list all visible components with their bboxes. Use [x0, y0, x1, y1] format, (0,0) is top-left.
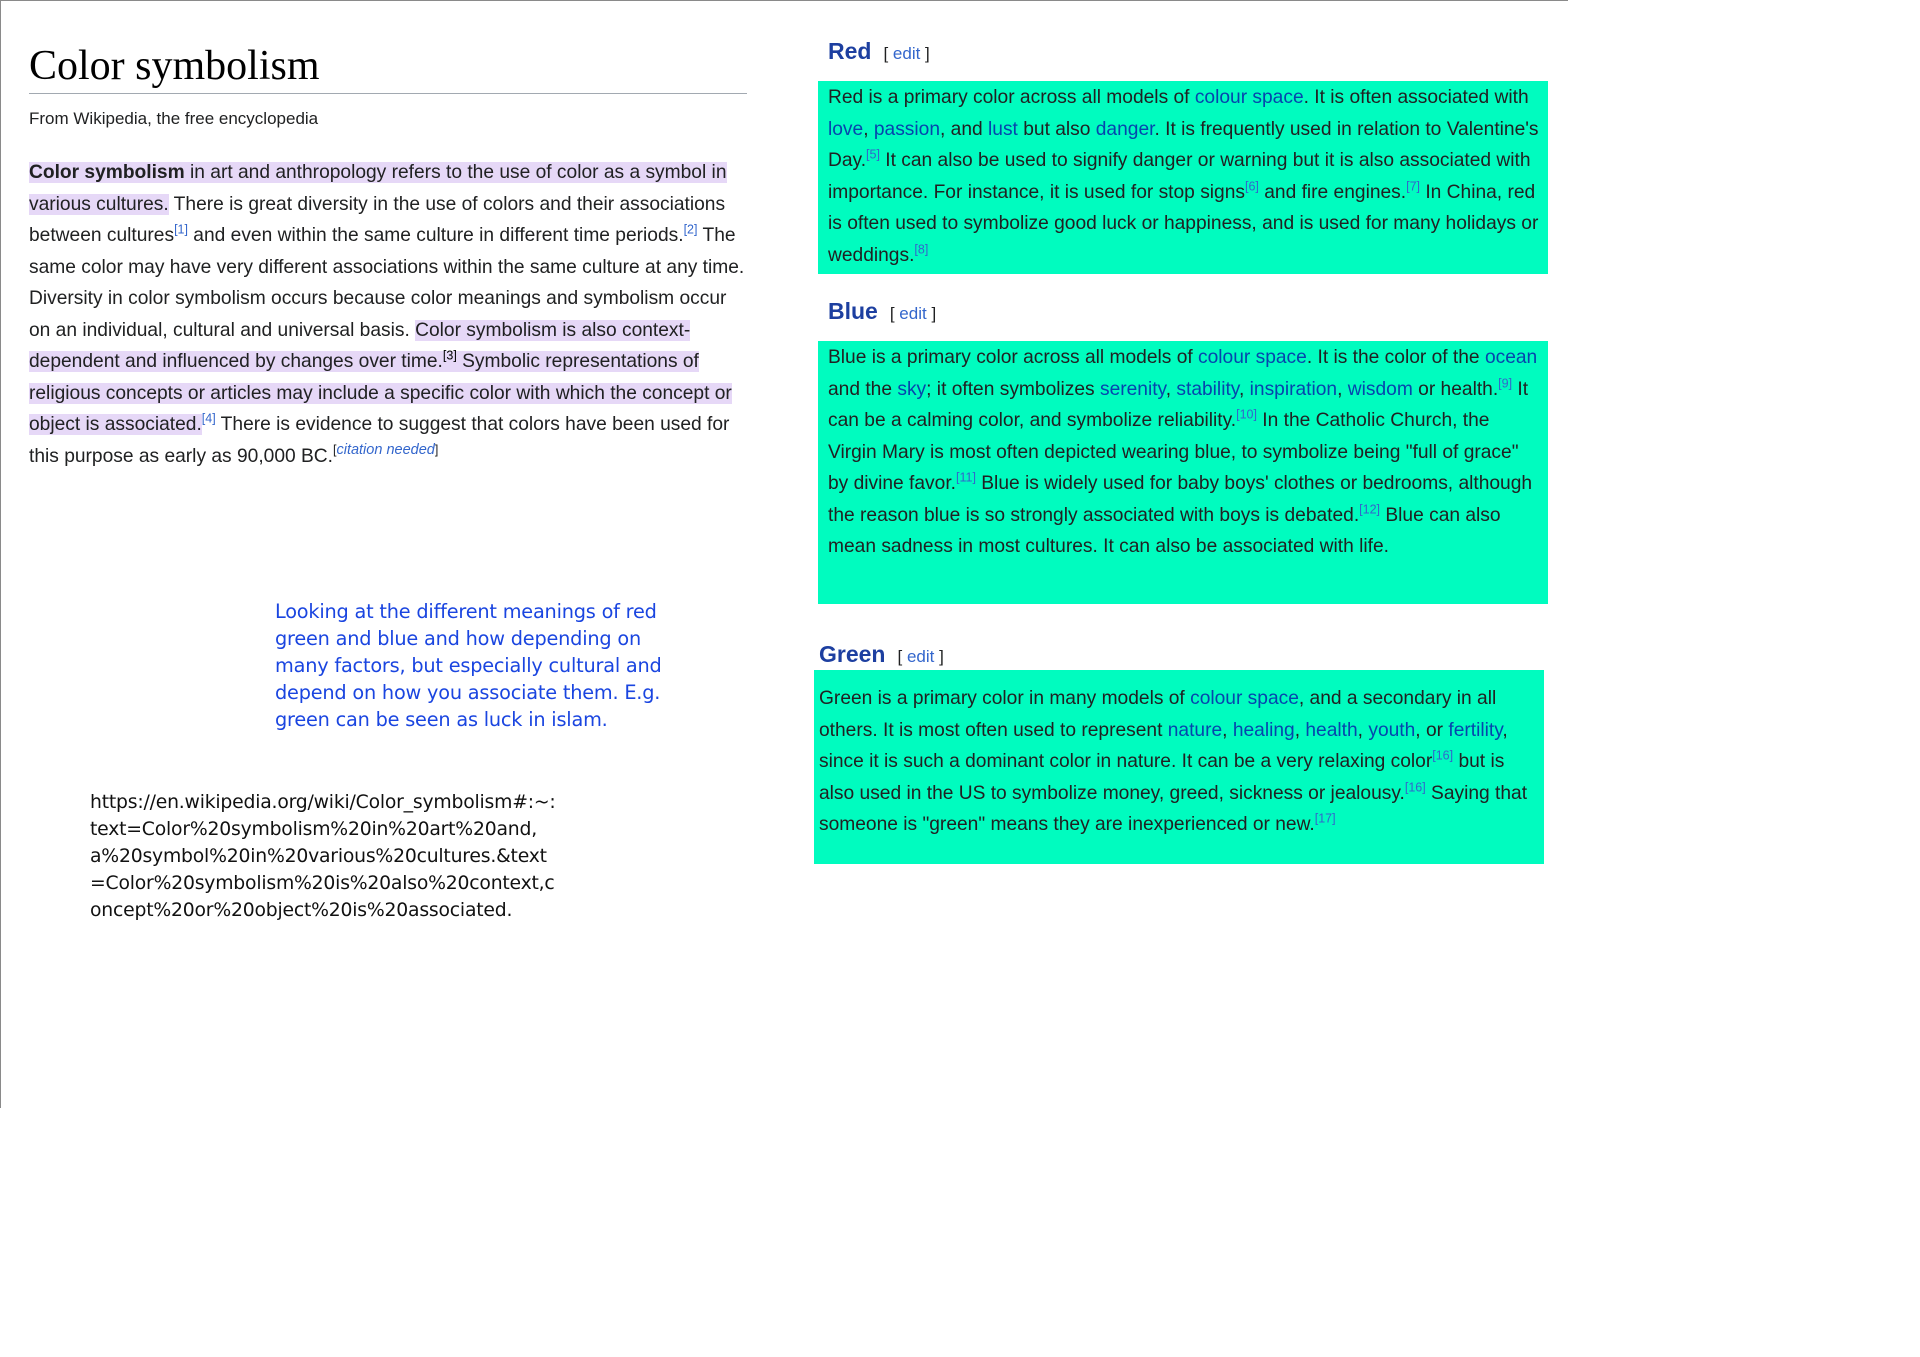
- link-colour-space[interactable]: colour space: [1190, 688, 1299, 709]
- link-passion[interactable]: passion: [873, 118, 941, 140]
- link-serenity[interactable]: serenity: [1099, 378, 1166, 400]
- edit-link-red[interactable]: edit: [892, 44, 921, 63]
- reference-6[interactable]: [6]: [1244, 179, 1259, 194]
- edit-section-blue: [ edit ]: [889, 304, 937, 323]
- edit-section-red: [ edit ]: [883, 44, 930, 63]
- link-fertility[interactable]: fertility: [1448, 719, 1503, 741]
- lead-text: and even within the same culture in different time periods.: [187, 225, 684, 246]
- reference-7[interactable]: [7]: [1406, 179, 1421, 194]
- link-sky[interactable]: sky: [897, 378, 927, 400]
- link-colour-space[interactable]: colour space: [1198, 347, 1307, 368]
- reference-17[interactable]: [17]: [1314, 811, 1336, 826]
- reference-11[interactable]: [11]: [956, 470, 976, 485]
- bold-term: Color symbolism: [29, 162, 185, 183]
- reference-2[interactable]: [2]: [683, 222, 698, 237]
- link-inspiration[interactable]: inspiration: [1249, 378, 1338, 400]
- lead-text: There is evidence to suggest that colors have been used for this purpose as early as 90,000 BC.: [29, 414, 730, 467]
- link-lust[interactable]: lust: [988, 118, 1018, 140]
- section-heading-green: Green [ edit ]: [819, 641, 944, 667]
- reference-12[interactable]: [12]: [1359, 502, 1381, 517]
- citation-needed: [citation needed]: [332, 442, 439, 459]
- edit-section-green: [ edit ]: [897, 647, 944, 666]
- link-health[interactable]: health: [1305, 719, 1358, 741]
- lead-text: The same color may have very different associations within the same culture at any time. Diversity in color symbolism occurs because color meanings and symbolism occur on an individual, cultural and universal basis.: [29, 225, 745, 341]
- reference-5[interactable]: [5]: [866, 147, 880, 162]
- tagline: From Wikipedia, the free encyclopedia: [29, 109, 319, 128]
- link-healing[interactable]: healing: [1232, 719, 1295, 741]
- section-heading-red: Red [ edit ]: [828, 38, 930, 64]
- reference-1[interactable]: [1]: [174, 222, 188, 237]
- reference-16[interactable]: [16]: [1404, 780, 1426, 795]
- reference-3[interactable]: [3]: [442, 348, 457, 363]
- section-blue-highlight: [818, 341, 1548, 604]
- reference-4[interactable]: [4]: [201, 411, 216, 426]
- link-danger[interactable]: danger: [1095, 118, 1155, 140]
- link-ocean[interactable]: ocean: [1484, 347, 1538, 368]
- link-nature[interactable]: nature: [1167, 719, 1223, 741]
- link-wisdom[interactable]: wisdom: [1347, 378, 1413, 400]
- section-heading-blue: Blue [ edit ]: [828, 298, 937, 324]
- reference-10[interactable]: [10]: [1236, 407, 1257, 422]
- link-love[interactable]: love: [828, 118, 864, 140]
- link-colour-space[interactable]: colour space: [1194, 87, 1304, 108]
- section-green-highlight: [814, 670, 1544, 864]
- lead-paragraph: [29, 157, 751, 472]
- link-youth[interactable]: youth: [1368, 719, 1416, 741]
- lead-text: There is great diversity in the use of colors and their associations between cultures: [29, 193, 726, 246]
- section-blue-text: Blue is a primary color across all models of colour space. It is the color of the ocean and the sky; it often symbolizes serenity, stability, inspiration, wisdom or health.[9] It can be a calming color, and symbolize reliability.[10] In the Catholic Church, the Virgin Mary is most often depicted wearing blue, to symbolize being "full of grace" by divine favor.[11] Blue is widely used for baby boys' clothes or bedrooms, although the reason blue is so strongly associated with boys is debated.[12] Blue can also mean sadness in most cultures. It can also be associated with life.: [828, 347, 1538, 557]
- handwritten-note: Looking at the different meanings of red green and blue and how depending on many factors, but especially cultural and depend on how you associate them. E.g. green can be seen as luck in islam.: [275, 600, 662, 731]
- source-url: https://en.wikipedia.org/wiki/Color_symbolism#:~:text=Color%20symbolism%20in%20art%20and,a%20symbol%20in%20various%20cultures.&text=Color%20symbolism%20is%20also%20context,concept%20or%20object%20is%20associated.: [90, 792, 556, 921]
- link-stability[interactable]: stability: [1176, 378, 1239, 400]
- edit-link-blue[interactable]: edit: [899, 304, 927, 323]
- reference-9[interactable]: [9]: [1498, 376, 1513, 391]
- section-red-highlight: [818, 81, 1548, 274]
- reference-8[interactable]: [8]: [914, 242, 929, 257]
- reference-16[interactable]: [16]: [1432, 748, 1454, 763]
- page-title: Color symbolism: [29, 39, 747, 94]
- citation-needed-link[interactable]: citation needed: [336, 442, 435, 459]
- edit-link-green[interactable]: edit: [906, 647, 935, 666]
- lead-text: in art and anthropology refers to the use of color as a symbol in various cultures.: [29, 162, 727, 215]
- section-green-text: Green is a primary color in many models of colour space, and a secondary in all others. It is most often used to represent nature, healing, health, youth, or fertility, since it is such a dominant color in nature. It can be a very relaxing color[16] but is also used in the US to symbolize money, greed, sickness or jealousy.[16] Saying that someone is "green" means they are inexperienced or new.[17]: [819, 688, 1528, 835]
- section-red-text: Red is a primary color across all models of colour space. It is often associated with love, passion, and lust but also danger. It is frequently used in relation to Valentine's Day.[5] It can also be used to signify danger or warning but it is also associated with importance. For instance, it is used for stop signs[6] and fire engines.[7] In China, red is often used to symbolize good luck or happiness, and is used for many holidays or weddings.[8]: [828, 87, 1539, 266]
- highlight-sentence-2: Color symbolism is also context-dependent and influenced by changes over time.[3] Symbolic representations of religious concepts or articles may include a specific color with which the concept or object is associated.: [29, 319, 732, 435]
